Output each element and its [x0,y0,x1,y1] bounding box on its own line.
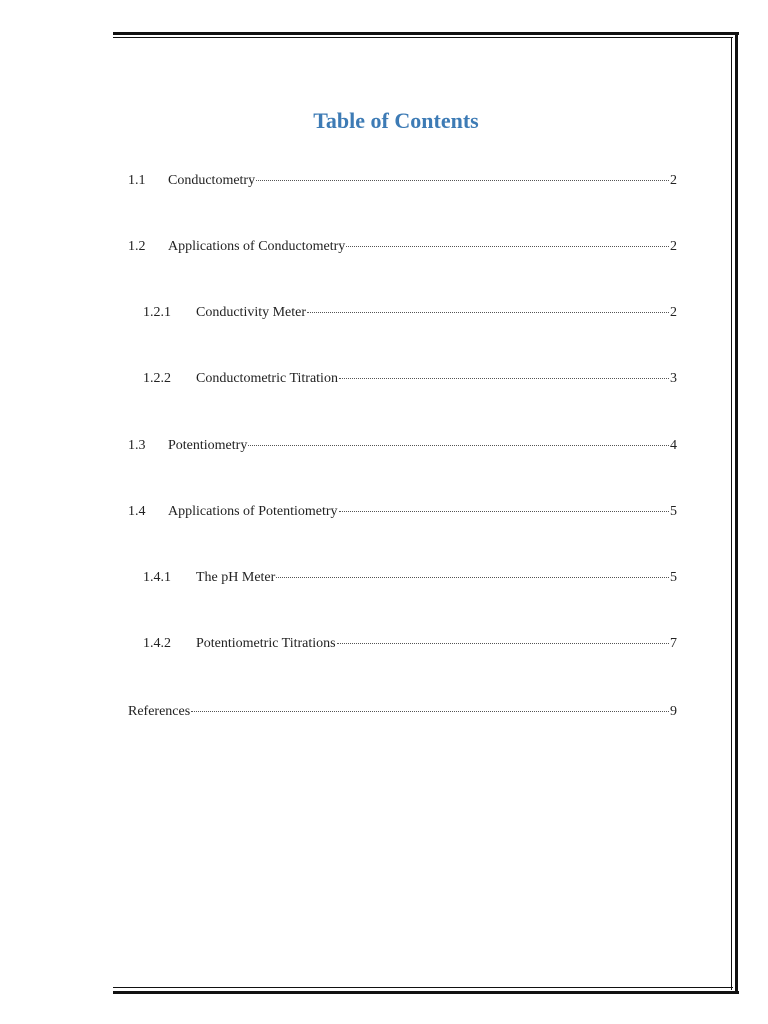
dot-leader [337,643,669,644]
toc-entry-potentiometric-titrations[interactable] [143,635,677,653]
toc-entry-page: 2 [670,305,677,320]
toc-entry-page: 7 [670,636,677,651]
toc-entry-number: 1.4.1 [143,570,171,585]
toc-entry-label: References [128,704,191,719]
dot-leader [307,312,669,313]
dot-leader [248,445,669,446]
toc-entry-conductometric-titration[interactable] [143,370,677,388]
toc-entry-conductivity-meter[interactable] [143,304,677,322]
toc-entry-page: 3 [670,371,677,386]
dot-leader [256,180,669,181]
toc-entry-applications-of-conductometry[interactable] [128,238,677,256]
dot-leader [191,711,669,712]
dot-leader [276,577,669,578]
toc-entry-label: Applications of Conductometry [168,239,346,254]
toc-entry-number: 1.3 [128,438,146,453]
toc-entry-the-ph-meter[interactable] [143,569,677,587]
toc-entry-applications-of-potentiometry[interactable] [128,503,677,521]
toc-entry-page: 4 [670,438,677,453]
toc-entry-label: The pH Meter [196,570,276,585]
toc-entry-number: 1.2.2 [143,371,171,386]
toc-entry-label: Conductivity Meter [196,305,307,320]
toc-entry-references[interactable] [128,703,677,721]
toc-entry-label: Potentiometry [168,438,248,453]
toc-title: Table of Contents [313,108,479,133]
toc-entry-page: 2 [670,239,677,254]
toc-entry-label: Applications of Potentiometry [168,504,338,519]
toc-entry-label: Potentiometric Titrations [196,636,336,651]
dot-leader [346,246,669,247]
toc-entry-label: Conductometry [168,173,256,188]
toc-entry-number: 1.2.1 [143,305,171,320]
toc-entry-number: 1.4.2 [143,636,171,651]
toc-entry-number: 1.4 [128,504,146,519]
dot-leader [339,378,669,379]
toc-entry-label: Conductometric Titration [196,371,338,386]
toc-entry-number: 1.1 [128,173,146,188]
toc-entry-page: 2 [670,173,677,188]
toc-entry-conductometry[interactable] [128,172,677,190]
toc-entry-page: 9 [670,704,677,719]
toc-entry-page: 5 [670,504,677,519]
toc-entry-number: 1.2 [128,239,146,254]
toc-entry-page: 5 [670,570,677,585]
toc-entry-potentiometry[interactable] [128,437,677,455]
dot-leader [339,511,669,512]
